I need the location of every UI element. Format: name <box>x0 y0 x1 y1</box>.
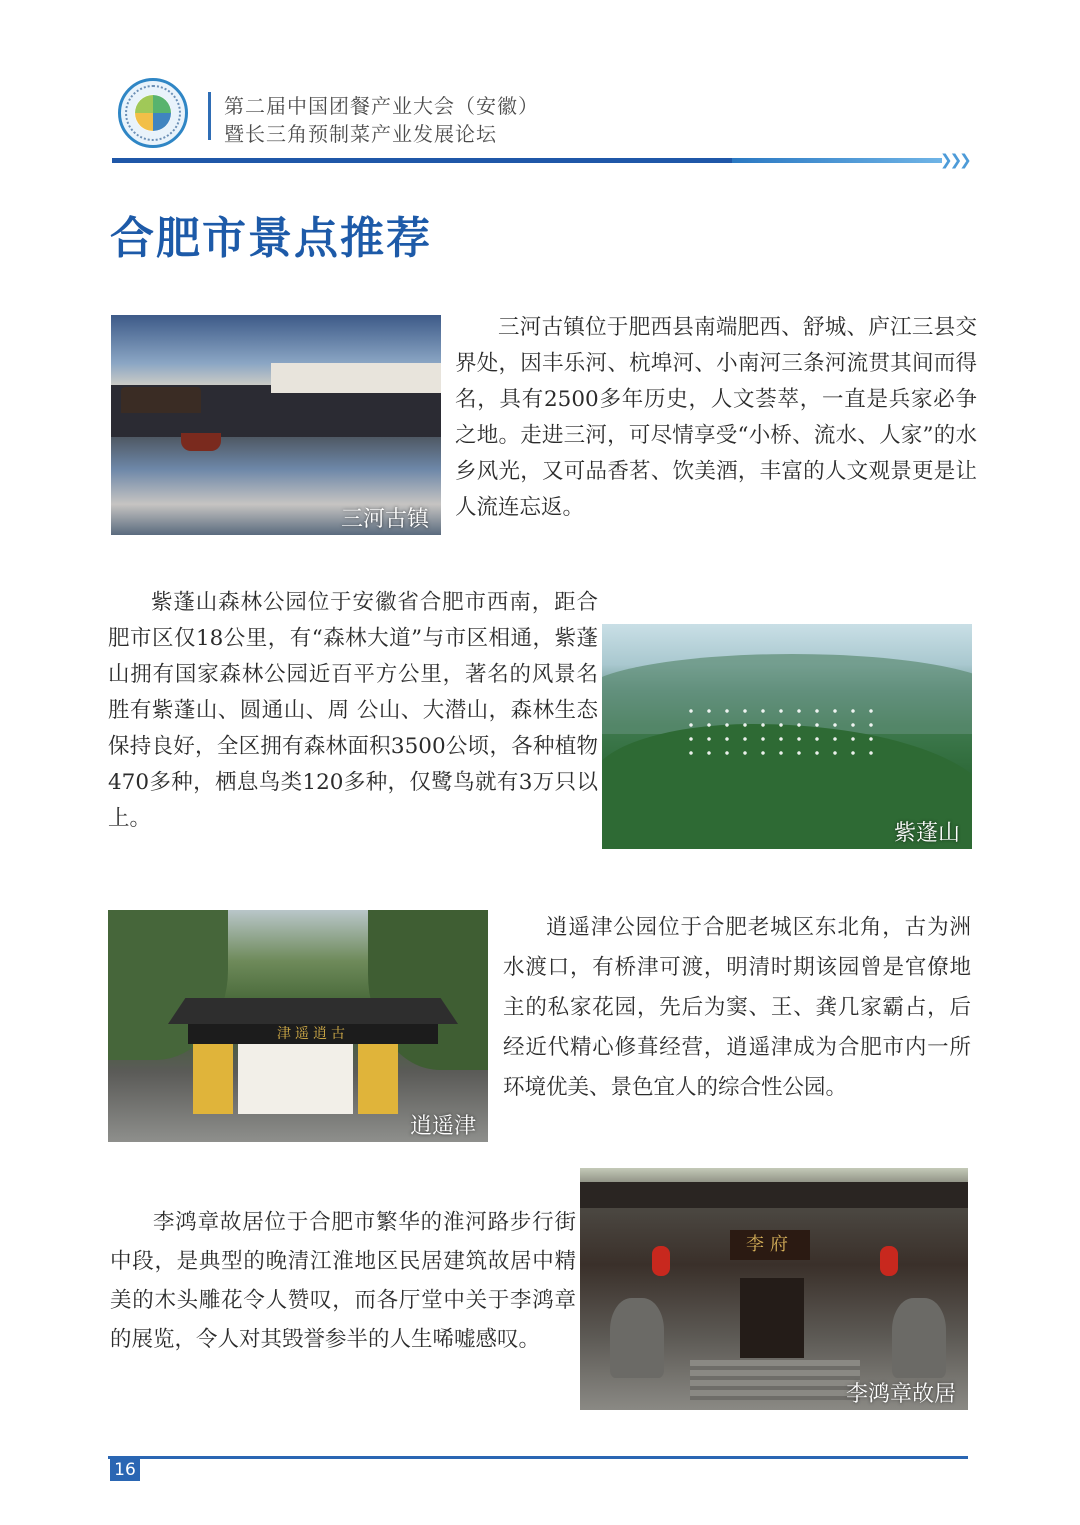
page-number: 16 <box>110 1459 140 1481</box>
gate-roof <box>168 998 458 1024</box>
paragraph: 三河古镇位于肥西县南端肥西、舒城、庐江三县交界处，因丰乐河、杭埠河、小南河三条河流贯其间而得名，具有2500多年历史，人文荟萃，一直是兵家必争之地。走进三河，可尽情享受“小桥、流水、人家”的水乡风光，又可品香茗、饮美酒，丰富的人文观景更是让人流连忘返。 <box>455 315 977 520</box>
egret-flock <box>682 704 882 764</box>
header-rule <box>112 158 732 163</box>
stone-steps <box>690 1360 860 1400</box>
photo-caption: 逍遥津 <box>409 1114 476 1139</box>
photo-sanhe-ancient-town <box>111 315 441 535</box>
red-lantern <box>880 1246 898 1276</box>
photo-caption: 三河古镇 <box>340 507 429 532</box>
paragraph: 李鸿章故居位于合肥市繁华的淮河路步行街中段，是典型的晚清江淮地区民居建筑故居中精美的木头雕花令人赞叹，而各厅堂中关于李鸿章的展览，令人对其毁誉参半的人生唏嘘感叹。 <box>110 1210 576 1352</box>
conference-logo-icon <box>118 78 188 148</box>
li-hongzhang-description <box>110 1203 576 1359</box>
white-buildings <box>271 363 441 393</box>
header-divider <box>208 92 211 140</box>
footer-rule <box>108 1456 968 1459</box>
roof-eave <box>580 1182 968 1208</box>
photo-caption: 紫蓬山 <box>893 821 960 846</box>
zipeng-description <box>108 585 598 837</box>
doorway <box>740 1278 804 1358</box>
stone-lion-right <box>892 1298 946 1378</box>
page-title: 合肥市景点推荐 <box>110 213 432 264</box>
boat <box>181 433 221 451</box>
red-lantern <box>652 1246 670 1276</box>
gate-pillar-right <box>358 1044 398 1114</box>
photo-caption: 李鸿章故居 <box>845 1382 956 1407</box>
gate-arch <box>238 1044 353 1114</box>
photo-xiaoyaojin-park <box>108 910 488 1142</box>
header-rule-gradient <box>732 158 942 163</box>
header-title-line1: 第二届中国团餐产业大会（安徽） <box>224 94 539 118</box>
gate-plaque: 津遥逍古 <box>277 1026 349 1042</box>
xiaoyaojin-description <box>503 908 971 1108</box>
covered-bridge <box>121 387 201 413</box>
sanhe-description <box>455 310 977 526</box>
paragraph: 紫蓬山森林公园位于安徽省合肥市西南，距合肥市区仅18公里，有“森林大道”与市区相通，紫蓬山拥有国家森林公园近百平方公里，著名的风景名胜有紫蓬山、圆通山、周 公山、大潜山，森林生态保持良好，全区拥有森林面积3500公顷，各种植物470多种，栖息鸟类120多种，仅鹭鸟就有3万只以上。 <box>108 590 598 831</box>
gate-pillar-left <box>193 1044 233 1114</box>
photo-zipeng-mountain <box>602 624 972 849</box>
residence-plaque: 李府 <box>730 1230 810 1260</box>
logo-emblem <box>135 95 171 131</box>
stone-lion-left <box>610 1298 664 1378</box>
header-title-line2: 暨长三角预制菜产业发展论坛 <box>224 122 497 146</box>
chevrons-icon: ❯❯❯ <box>940 151 969 169</box>
paragraph: 逍遥津公园位于合肥老城区东北角，古为洲水渡口，有桥津可渡，明清时期该园曾是官僚地主的私家花园，先后为窦、王、龚几家霸占，后经近代精心修葺经营，逍遥津成为合肥市内一所环境优美、景色宜人的综合性公园。 <box>503 915 971 1100</box>
photo-li-hongzhang-residence <box>580 1168 968 1410</box>
